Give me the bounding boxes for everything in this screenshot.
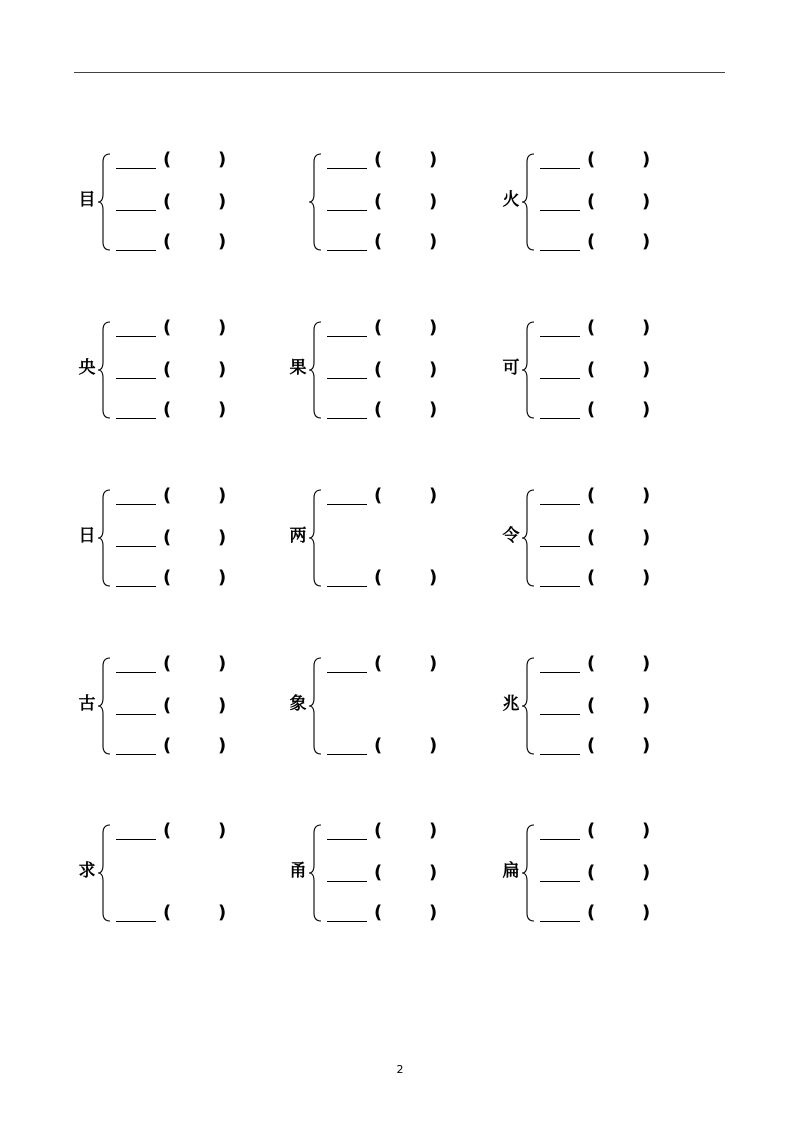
pinyin-paren-close: ) (429, 820, 438, 841)
answer-blank[interactable] (540, 546, 580, 547)
pinyin-paren-open: ( (163, 820, 172, 841)
pinyin-paren-close: ) (429, 231, 438, 252)
pinyin-paren-close: ) (642, 191, 651, 212)
pinyin-paren-open: ( (587, 399, 596, 420)
pinyin-paren-open: ( (163, 149, 172, 170)
answer-blank[interactable] (327, 586, 367, 587)
pinyin-paren-close: ) (642, 902, 651, 923)
char-group (500, 820, 700, 923)
brace-icon (98, 488, 112, 588)
answer-blank[interactable] (116, 336, 156, 337)
pinyin-paren-close: ) (642, 862, 651, 883)
answer-blank[interactable] (540, 714, 580, 715)
pinyin-paren-open: ( (163, 527, 172, 548)
pinyin-paren-open: ( (374, 862, 383, 883)
answer-blank[interactable] (540, 839, 580, 840)
answer-blank[interactable] (540, 586, 580, 587)
pinyin-paren-close: ) (642, 695, 651, 716)
group-character: 求 (78, 861, 96, 881)
pinyin-paren-close: ) (218, 191, 227, 212)
brace-icon (98, 656, 112, 756)
answer-row (540, 567, 670, 590)
pinyin-paren-close: ) (642, 527, 651, 548)
pinyin-paren-close: ) (429, 567, 438, 588)
brace-icon (309, 152, 323, 252)
answer-row (540, 485, 670, 508)
pinyin-paren-close: ) (429, 902, 438, 923)
answer-row (116, 231, 246, 254)
pinyin-paren-open: ( (163, 191, 172, 212)
brace-icon (522, 488, 536, 588)
char-group (287, 653, 487, 756)
pinyin-paren-open: ( (163, 653, 172, 674)
brace-icon (522, 656, 536, 756)
pinyin-paren-open: ( (587, 191, 596, 212)
answer-row (116, 902, 246, 925)
answer-row (327, 862, 457, 885)
answer-row (327, 191, 457, 214)
group-character: 象 (289, 694, 307, 714)
group-character: 日 (78, 526, 96, 546)
pinyin-paren-close: ) (218, 231, 227, 252)
pinyin-paren-open: ( (374, 485, 383, 506)
pinyin-paren-close: ) (429, 485, 438, 506)
answer-row (540, 902, 670, 925)
pinyin-paren-close: ) (218, 149, 227, 170)
answer-row (540, 149, 670, 172)
answer-blank[interactable] (116, 378, 156, 379)
pinyin-paren-close: ) (642, 567, 651, 588)
pinyin-paren-open: ( (163, 735, 172, 756)
char-group (287, 317, 487, 420)
answer-row (327, 149, 457, 172)
answer-row (116, 653, 246, 676)
group-character: 两 (289, 526, 307, 546)
pinyin-paren-close: ) (218, 735, 227, 756)
pinyin-paren-open: ( (587, 567, 596, 588)
answer-blank[interactable] (540, 418, 580, 419)
pinyin-paren-open: ( (587, 527, 596, 548)
pinyin-paren-close: ) (218, 902, 227, 923)
answer-row (327, 735, 457, 758)
group-character: 果 (289, 358, 307, 378)
pinyin-paren-open: ( (374, 653, 383, 674)
answer-blank[interactable] (327, 418, 367, 419)
answer-row (540, 317, 670, 340)
pinyin-paren-close: ) (642, 231, 651, 252)
pinyin-paren-close: ) (218, 399, 227, 420)
pinyin-paren-close: ) (429, 359, 438, 380)
answer-blank[interactable] (116, 586, 156, 587)
answer-blank[interactable] (327, 672, 367, 673)
answer-blank[interactable] (327, 881, 367, 882)
pinyin-paren-close: ) (218, 317, 227, 338)
pinyin-paren-open: ( (374, 399, 383, 420)
pinyin-paren-close: ) (218, 653, 227, 674)
answer-row (116, 149, 246, 172)
char-group (76, 820, 276, 923)
answer-blank[interactable] (327, 168, 367, 169)
pinyin-paren-open: ( (163, 902, 172, 923)
answer-blank[interactable] (540, 504, 580, 505)
pinyin-paren-open: ( (587, 862, 596, 883)
answer-blank[interactable] (327, 921, 367, 922)
char-group (76, 317, 276, 420)
answer-row (540, 527, 670, 550)
answer-row (116, 695, 246, 718)
char-group (500, 317, 700, 420)
pinyin-paren-open: ( (374, 317, 383, 338)
answer-row (116, 527, 246, 550)
brace-icon (309, 656, 323, 756)
answer-row (540, 862, 670, 885)
answer-row (327, 820, 457, 843)
answer-blank[interactable] (116, 504, 156, 505)
answer-blank[interactable] (540, 210, 580, 211)
answer-row (327, 653, 457, 676)
pinyin-paren-close: ) (218, 527, 227, 548)
pinyin-paren-close: ) (429, 862, 438, 883)
pinyin-paren-close: ) (642, 359, 651, 380)
pinyin-paren-close: ) (218, 359, 227, 380)
answer-blank[interactable] (327, 504, 367, 505)
pinyin-paren-open: ( (374, 359, 383, 380)
pinyin-paren-open: ( (374, 191, 383, 212)
group-character: 古 (78, 694, 96, 714)
answer-row (540, 359, 670, 382)
answer-blank[interactable] (327, 336, 367, 337)
page-number: 2 (396, 1063, 404, 1076)
answer-blank[interactable] (540, 250, 580, 251)
pinyin-paren-close: ) (642, 735, 651, 756)
char-group (287, 485, 487, 588)
answer-blank[interactable] (116, 418, 156, 419)
pinyin-paren-close: ) (429, 399, 438, 420)
pinyin-paren-close: ) (429, 191, 438, 212)
answer-blank[interactable] (327, 250, 367, 251)
header-rule (74, 72, 725, 73)
answer-row (540, 231, 670, 254)
pinyin-paren-close: ) (218, 695, 227, 716)
answer-blank[interactable] (540, 672, 580, 673)
char-group (500, 485, 700, 588)
answer-row (327, 317, 457, 340)
answer-blank[interactable] (327, 378, 367, 379)
pinyin-paren-open: ( (587, 231, 596, 252)
group-character: 可 (502, 358, 520, 378)
answer-blank[interactable] (116, 250, 156, 251)
char-group (500, 149, 700, 252)
answer-blank[interactable] (116, 546, 156, 547)
brace-icon (309, 488, 323, 588)
char-group (287, 149, 487, 252)
answer-blank[interactable] (116, 839, 156, 840)
pinyin-paren-close: ) (218, 820, 227, 841)
answer-blank[interactable] (540, 881, 580, 882)
answer-row (327, 399, 457, 422)
brace-icon (309, 823, 323, 923)
group-character: 火 (502, 190, 520, 210)
answer-row (540, 695, 670, 718)
brace-icon (522, 152, 536, 252)
answer-row (327, 359, 457, 382)
pinyin-paren-close: ) (642, 149, 651, 170)
pinyin-paren-close: ) (429, 149, 438, 170)
answer-row (116, 359, 246, 382)
pinyin-paren-open: ( (374, 567, 383, 588)
answer-blank[interactable] (540, 754, 580, 755)
brace-icon (522, 320, 536, 420)
pinyin-paren-open: ( (374, 820, 383, 841)
answer-blank[interactable] (116, 921, 156, 922)
group-character: 央 (78, 358, 96, 378)
answer-blank[interactable] (540, 921, 580, 922)
answer-row (116, 317, 246, 340)
answer-blank[interactable] (116, 714, 156, 715)
pinyin-paren-open: ( (374, 149, 383, 170)
answer-row (540, 191, 670, 214)
answer-blank[interactable] (116, 754, 156, 755)
char-group (287, 820, 487, 923)
answer-blank[interactable] (116, 672, 156, 673)
pinyin-paren-close: ) (429, 653, 438, 674)
group-character: 令 (502, 526, 520, 546)
pinyin-paren-close: ) (429, 317, 438, 338)
answer-row (116, 567, 246, 590)
group-character: 甬 (289, 861, 307, 881)
answer-blank[interactable] (540, 378, 580, 379)
pinyin-paren-open: ( (587, 902, 596, 923)
brace-icon (98, 152, 112, 252)
group-character: 扁 (502, 861, 520, 881)
pinyin-paren-open: ( (163, 485, 172, 506)
char-group (76, 149, 276, 252)
answer-blank[interactable] (540, 168, 580, 169)
pinyin-paren-close: ) (218, 567, 227, 588)
pinyin-paren-open: ( (587, 149, 596, 170)
answer-row (540, 399, 670, 422)
pinyin-paren-close: ) (642, 399, 651, 420)
answer-blank[interactable] (327, 839, 367, 840)
answer-row (327, 902, 457, 925)
answer-row (327, 231, 457, 254)
char-group (500, 653, 700, 756)
answer-blank[interactable] (327, 754, 367, 755)
answer-blank[interactable] (540, 336, 580, 337)
pinyin-paren-close: ) (642, 485, 651, 506)
brace-icon (522, 823, 536, 923)
pinyin-paren-open: ( (163, 317, 172, 338)
group-character: 兆 (502, 694, 520, 714)
answer-row (540, 653, 670, 676)
brace-icon (98, 823, 112, 923)
pinyin-paren-close: ) (429, 735, 438, 756)
pinyin-paren-close: ) (218, 485, 227, 506)
answer-row (116, 399, 246, 422)
pinyin-paren-open: ( (587, 317, 596, 338)
pinyin-paren-open: ( (163, 695, 172, 716)
pinyin-paren-close: ) (642, 820, 651, 841)
pinyin-paren-open: ( (587, 695, 596, 716)
pinyin-paren-open: ( (587, 735, 596, 756)
pinyin-paren-open: ( (587, 653, 596, 674)
brace-icon (98, 320, 112, 420)
pinyin-paren-open: ( (587, 359, 596, 380)
pinyin-paren-open: ( (163, 399, 172, 420)
pinyin-paren-open: ( (587, 485, 596, 506)
answer-blank[interactable] (116, 168, 156, 169)
pinyin-paren-open: ( (374, 231, 383, 252)
answer-row (116, 735, 246, 758)
group-character: 目 (78, 190, 96, 210)
answer-row (540, 820, 670, 843)
pinyin-paren-open: ( (163, 231, 172, 252)
pinyin-paren-open: ( (374, 735, 383, 756)
pinyin-paren-open: ( (163, 567, 172, 588)
pinyin-paren-open: ( (587, 820, 596, 841)
answer-blank[interactable] (327, 210, 367, 211)
pinyin-paren-open: ( (374, 902, 383, 923)
char-group (76, 485, 276, 588)
answer-row (116, 191, 246, 214)
pinyin-paren-close: ) (642, 317, 651, 338)
answer-row (116, 820, 246, 843)
answer-row (540, 735, 670, 758)
pinyin-paren-close: ) (642, 653, 651, 674)
answer-row (327, 485, 457, 508)
char-group (76, 653, 276, 756)
answer-blank[interactable] (116, 210, 156, 211)
pinyin-paren-open: ( (163, 359, 172, 380)
answer-row (116, 485, 246, 508)
brace-icon (309, 320, 323, 420)
answer-row (327, 567, 457, 590)
